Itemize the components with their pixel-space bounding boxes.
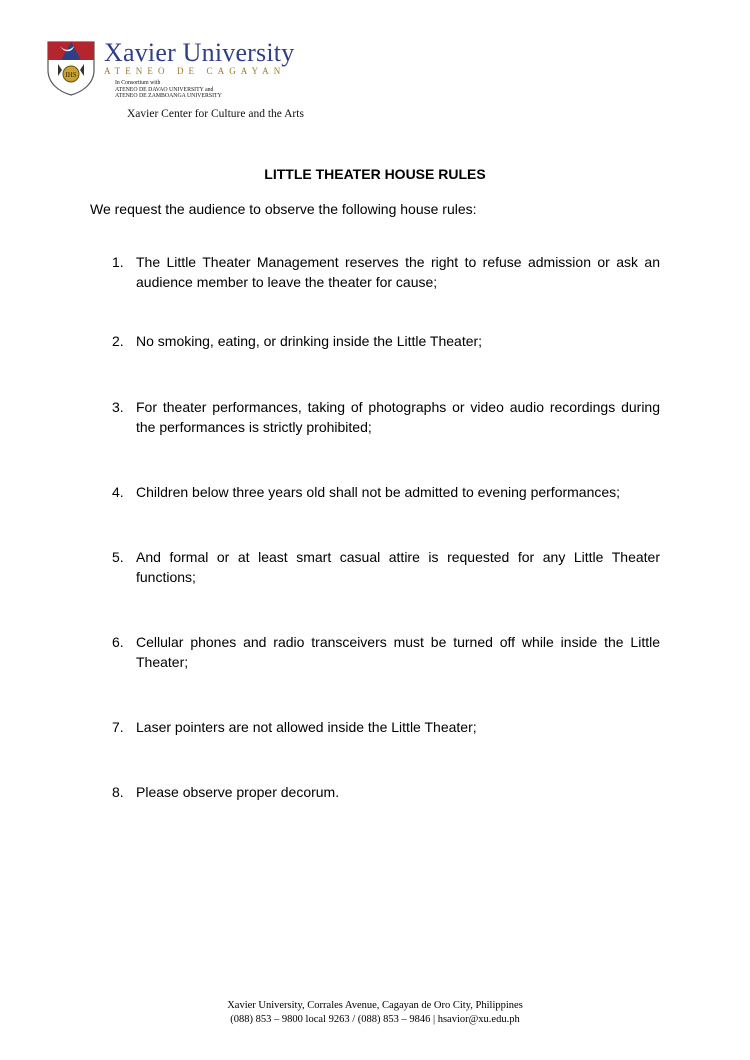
consortium-line-1: ATENEO DE DAVAO UNIVERSITY and xyxy=(115,86,214,93)
letterhead xyxy=(46,40,346,125)
svg-text:IHS: IHS xyxy=(65,71,77,79)
rule-number: 2. xyxy=(112,333,124,349)
rule-item xyxy=(112,331,660,351)
consortium-line-2: ATENEO DE ZAMBOANGA UNIVERSITY xyxy=(115,93,222,100)
rule-text: Please observe proper decorum. xyxy=(136,784,340,800)
university-subtitle: ATENEO DE CAGAYAN xyxy=(104,66,286,76)
center-name: Xavier Center for Culture and the Arts xyxy=(127,108,304,120)
rule-item xyxy=(112,632,660,672)
rule-text: Children below three years old shall not be admitted to evening performances; xyxy=(136,484,621,500)
rule-number: 4. xyxy=(112,484,124,500)
consortium-intro: In Consortium with xyxy=(115,80,161,86)
rule-number: 3. xyxy=(112,399,124,415)
rule-number: 8. xyxy=(112,784,124,800)
rule-item xyxy=(112,397,660,437)
university-crest-icon xyxy=(46,40,96,96)
rule-item xyxy=(112,547,660,587)
consortium-note xyxy=(115,80,222,100)
rule-number: 7. xyxy=(112,719,124,735)
footer-address: Xavier University, Corrales Avenue, Cagayan de Oro City, Philippines xyxy=(227,1000,523,1011)
rule-text: For theater performances, taking of photographs or video audio recordings during the performances is strictly prohibited; xyxy=(136,399,660,435)
rule-item xyxy=(112,482,660,502)
rule-item xyxy=(112,717,660,737)
rule-text: No smoking, eating, or drinking inside the Little Theater; xyxy=(136,333,483,349)
rule-number: 1. xyxy=(112,254,124,270)
rule-number: 6. xyxy=(112,634,124,650)
rule-text: Laser pointers are not allowed inside the Little Theater; xyxy=(136,719,477,735)
rule-number: 5. xyxy=(112,549,124,565)
rule-item xyxy=(112,252,660,292)
document-title: LITTLE THEATER HOUSE RULES xyxy=(264,166,486,182)
rule-text: And formal or at least smart casual attire is requested for any Little Theater functions; xyxy=(136,549,660,585)
rule-item xyxy=(112,782,660,802)
university-name: Xavier University xyxy=(104,38,295,67)
footer-contact: (088) 853 – 9800 local 9263 / (088) 853 – 9846 | hsavior@xu.edu.ph xyxy=(230,1014,520,1025)
rule-text: Cellular phones and radio transceivers must be turned off while inside the Little Theater; xyxy=(136,634,660,670)
intro-text: We request the audience to observe the following house rules: xyxy=(90,201,477,217)
rule-text: The Little Theater Management reserves the right to refuse admission or ask an audience member to leave the theater for cause; xyxy=(136,254,660,290)
footer xyxy=(0,999,750,1027)
